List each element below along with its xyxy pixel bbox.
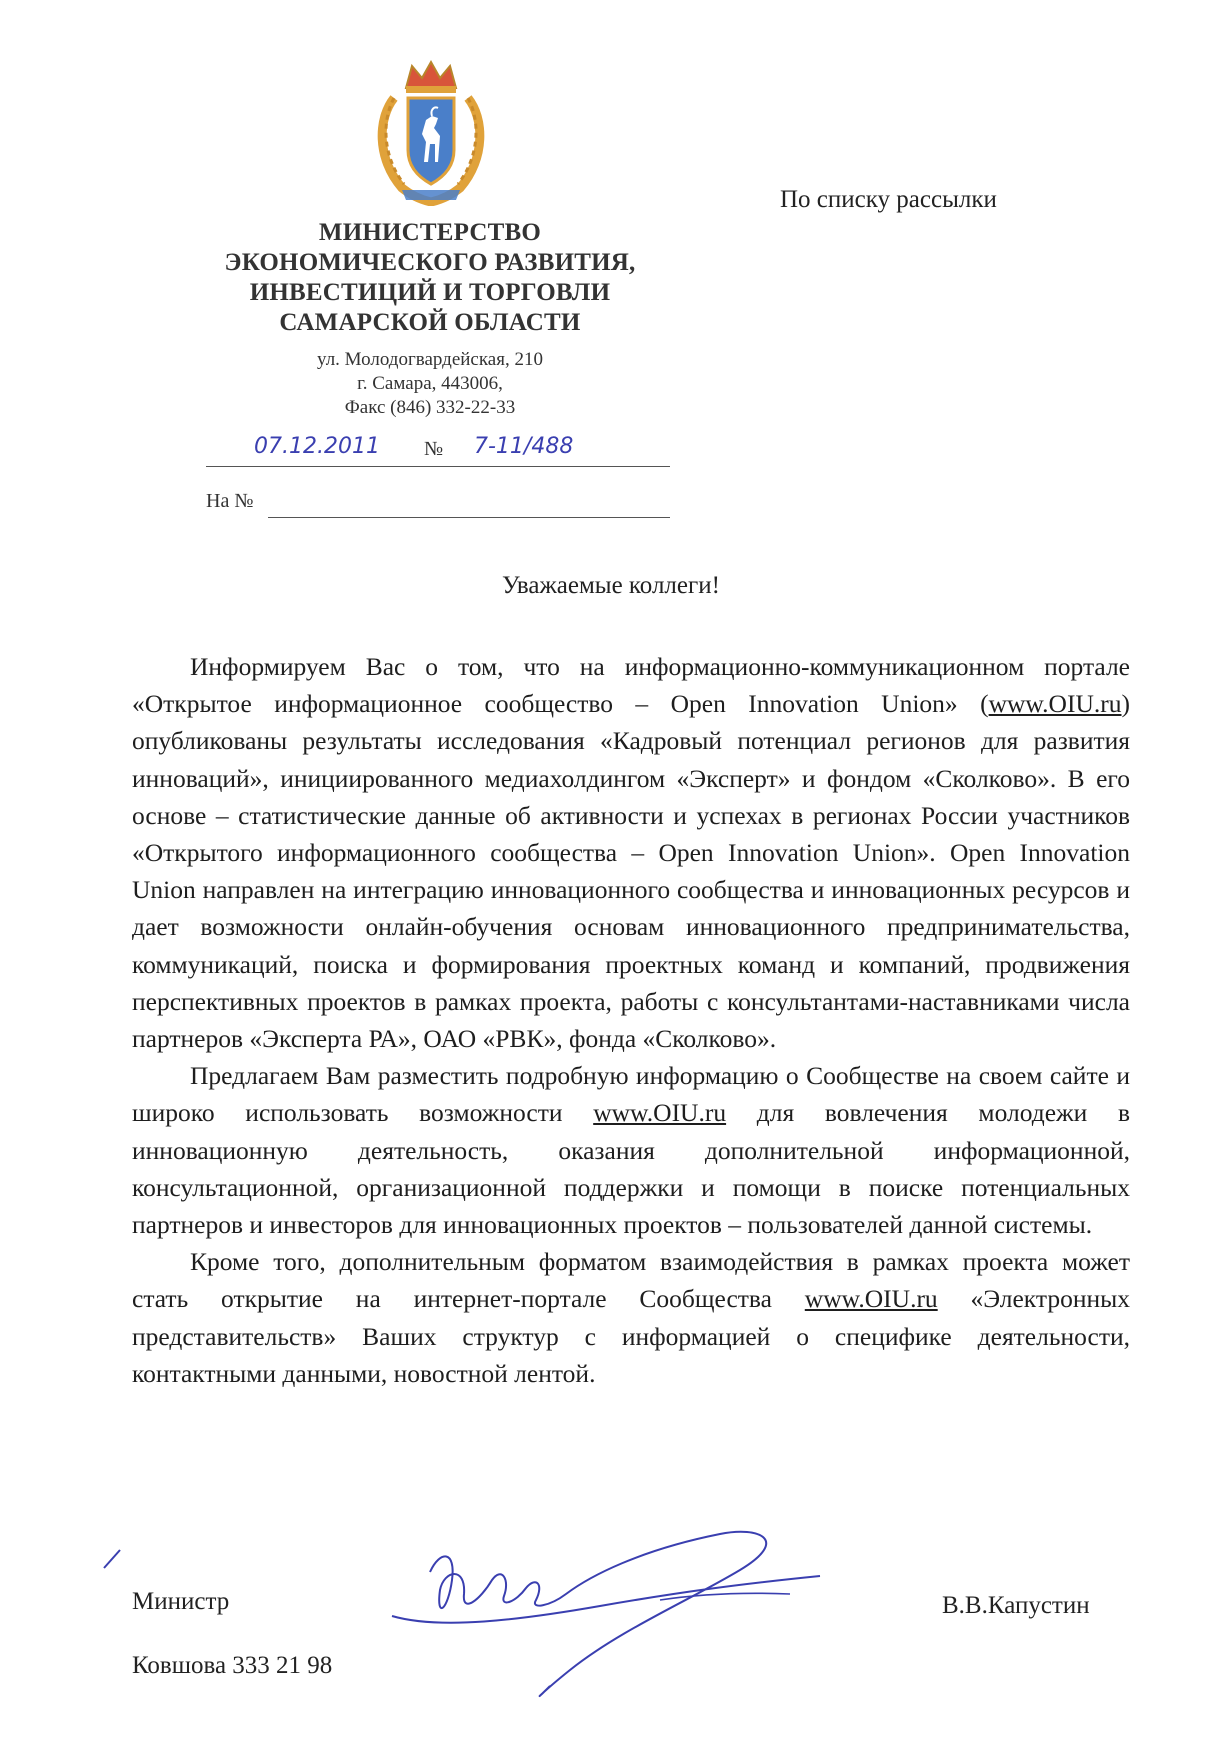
oiu-link[interactable]: www.OIU.ru xyxy=(988,689,1122,719)
oiu-link[interactable]: www.OIU.ru xyxy=(804,1284,938,1314)
signatory-title: Министр xyxy=(132,1588,230,1615)
ministry-address xyxy=(250,348,610,420)
letter-body xyxy=(132,648,1130,1392)
text-run: ) опубликованы результаты исследования «Кадровый потенциал регионов для развития инноваций», инициированного медиахолдингом «Эксперт» и фондом «Сколково». В его основе – статистические данные об активности и успехах в регионах России участников «Открытого информационного сообщества – Open Innovation Union». Open Innovation Union направлен на интеграцию инновационного сообщества и инновационных ресурсов и дает возможности онлайн-обучения основам инновационного предпринимательства, коммуникаций, поиска и формирования проектных команд и компаний, продвижения перспективных проектов в рамках проекта, работы с консультантами-наставниками числа партнеров «Эксперта РА», ОАО «РВК», фонда «Сколково». xyxy=(132,689,1130,1054)
oiu-link[interactable]: www.OIU.ru xyxy=(593,1098,727,1128)
registration-number-label: № xyxy=(424,438,444,460)
ministry-line: ЭКОНОМИЧЕСКОГО РАЗВИТИЯ, xyxy=(224,249,636,276)
address-line: г. Самара, 443006, xyxy=(357,373,503,394)
reply-to-line xyxy=(206,488,670,518)
text-run: Информируем Вас о том, что на информационно-коммуникационном портале «Открытое информационное сообщество – Open Innovation Union» ( xyxy=(132,652,1130,719)
ministry-line: МИНИСТЕРСТВО xyxy=(318,219,542,246)
registration-date: 07.12.2011 xyxy=(254,434,380,459)
ministry-line: ИНВЕСТИЦИЙ И ТОРГОВЛИ xyxy=(249,279,611,306)
registration-number: 7-11/488 xyxy=(474,434,574,459)
address-line: ул. Молодогвардейская, 210 xyxy=(317,349,543,370)
text-run: Предлагаем Вам разместить подробную информацию о Сообществе на своем сайте и широко использовать возможности xyxy=(132,1061,1130,1128)
body-paragraph xyxy=(132,1057,1130,1243)
body-paragraph xyxy=(132,648,1130,1057)
registration-line xyxy=(206,434,670,467)
text-run: «Электронных представительств» Ваших структур с информацией о специфике деятельности, контактными данными, новостной лентой. xyxy=(132,1284,1130,1388)
greeting: Уважаемые коллеги! xyxy=(502,572,720,599)
text-run: для вовлечения молодежи в инновационную деятельность, оказания дополнительной информационной, консультационной, организационной поддержки и помощи в поиске потенциальных партнеров и инвесторов для инновационных проектов – пользователей данной системы. xyxy=(132,1098,1130,1240)
coat-of-arms-icon xyxy=(372,58,490,206)
ministry-name xyxy=(200,218,660,338)
ministry-line: САМАРСКОЙ ОБЛАСТИ xyxy=(279,309,581,336)
contact-person: Ковшова 333 21 98 xyxy=(132,1652,333,1679)
body-paragraph xyxy=(132,1243,1130,1392)
text-run: Кроме того, дополнительным форматом взаимодействия в рамках проекта может стать открытие на интернет-портале Сообщества xyxy=(132,1247,1130,1314)
address-line: Факс (846) 332-22-33 xyxy=(344,397,516,418)
signatory-name: В.В.Капустин xyxy=(942,1592,1090,1619)
reply-to-blank xyxy=(268,517,670,518)
addressee: По списку рассылки xyxy=(780,186,997,213)
reply-to-label: На № xyxy=(206,490,254,512)
